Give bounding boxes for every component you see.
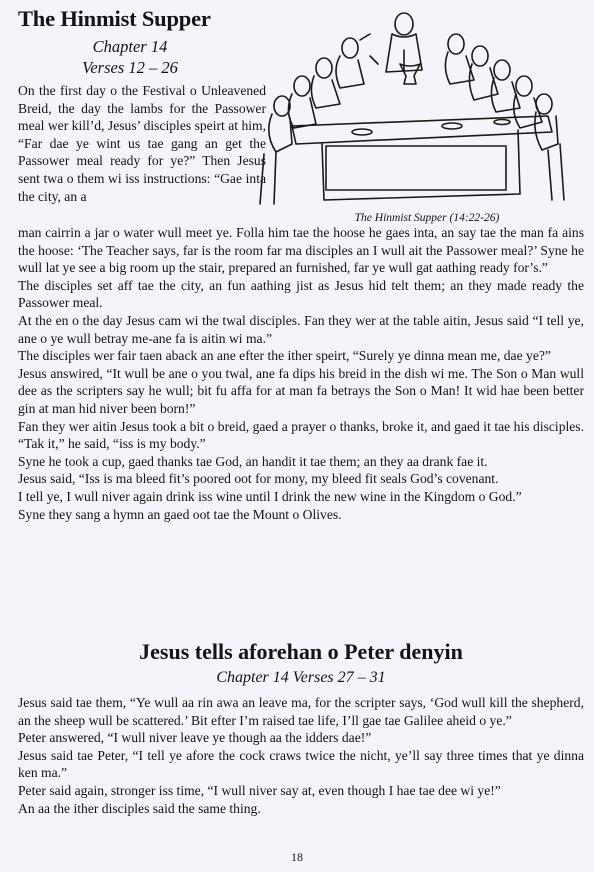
- paragraph: Syne he took a cup, gaed thanks tae God, an handit it tae them; an they aa drank fae it.: [18, 453, 488, 469]
- section-title: The Hinmist Supper: [18, 6, 211, 31]
- illustration-caption: The Hinmist Supper (14:22-26): [354, 212, 500, 224]
- paragraph: The disciples wer fair taen aback an ane efter the ither speirt, “Surely ye dinna mean me, dae ye?”: [18, 348, 551, 364]
- paragraph: Jesus said tae them, “Ye wull aa rin awa an leave ma, for the scripter says, ‘God wull kill the shepherd, an the sheep wull be scattered.’ Bit efter I’m raised tae life, I’ll gae tae Galilee aheid o ye.”: [18, 695, 584, 728]
- paragraph: At the en o the day Jesus cam wi the twal disciples. Fan they wer at the table aitin, Jesus said “I tell ye, ane o ye wull betray me-ane fa is aitin wi ma.”: [18, 312, 584, 346]
- section-title: Jesus tells aforehan o Peter denyin: [139, 639, 463, 664]
- paragraph: Jesus said, “Iss is ma bleed fit’s poored oot for mony, my bleed fit seals God’s covenant.: [18, 471, 499, 487]
- page-number: 18: [291, 850, 303, 864]
- last-supper-drawing: [252, 4, 570, 210]
- paragraph: man cairrin a jar o water wull meet ye. Folla him tae the hoose he gaes inta, an say tae the man fa ains the hoose: ‘The Teacher says, far is the room far ma disciples an I wull ait the Passower meal?’ Syne he wull lat ye see a big room up the stair, prepared an furnished, far ye wull gat aathing ready for’s.”: [18, 225, 584, 276]
- paragraph: Syne they sang a hymn an gaed oot tae the Mount o Olives.: [18, 506, 342, 522]
- left-column: [18, 6, 266, 205]
- paragraph: Peter said again, stronger iss time, “I wull niver say at, even though I hae tae dee wi ye!”: [18, 782, 501, 798]
- verses-heading: Verses 12 – 26: [82, 58, 178, 77]
- intro-paragraph: On the first day o the Festival o Unleavened Breid, the day the lambs for the Passower meal wer kill’d, Jesus’ disciples speirt at him, “Far dae ye wint us tae gang an get the Passower meal ready for ye?” Then Jesus sent twa o them wi iss instructions: “Gae inta the city, an a: [18, 83, 266, 204]
- body-text: [18, 224, 584, 523]
- paragraph: Peter answered, “I wull niver leave ye though aa the idders dae!”: [18, 730, 372, 746]
- paragraph: I tell ye, I wull niver again drink iss wine until I drink the new wine in the Kingdom o God.”: [18, 488, 522, 504]
- paragraph: The disciples set aff tae the city, an fun aathing jist as Jesus hid telt them; an they made ready the Passower meal.: [18, 277, 584, 311]
- paragraph: Jesus said tae Peter, “I tell ye afore the cock craws twice the nicht, ye’ll say three times that ye dinna ken ma.”: [18, 747, 584, 781]
- chapter-heading: Chapter 14 Verses 27 – 31: [216, 669, 386, 686]
- paragraph: Jesus answired, “It wull be ane o you twal, ane fa dips his breid in the dish wi me. The Son o Man wull dee as the scripters say he wull; bit fu affa for at man fa betrays the Son o Man! It wid hae been better gin at man hid niver been born!”: [18, 365, 584, 416]
- paragraph: Fan they wer aitin Jesus took a bit o breid, gaed a prayer o thanks, broke it, and gaed it tae his disciples. “Tak it,” he said, “iss is my body.”: [18, 418, 584, 452]
- last-supper-illustration: [252, 4, 570, 230]
- section-peter-denyin: [18, 638, 584, 817]
- paragraph: An aa the ither disciples said the same thing.: [18, 800, 261, 816]
- chapter-heading: Chapter 14: [92, 37, 168, 56]
